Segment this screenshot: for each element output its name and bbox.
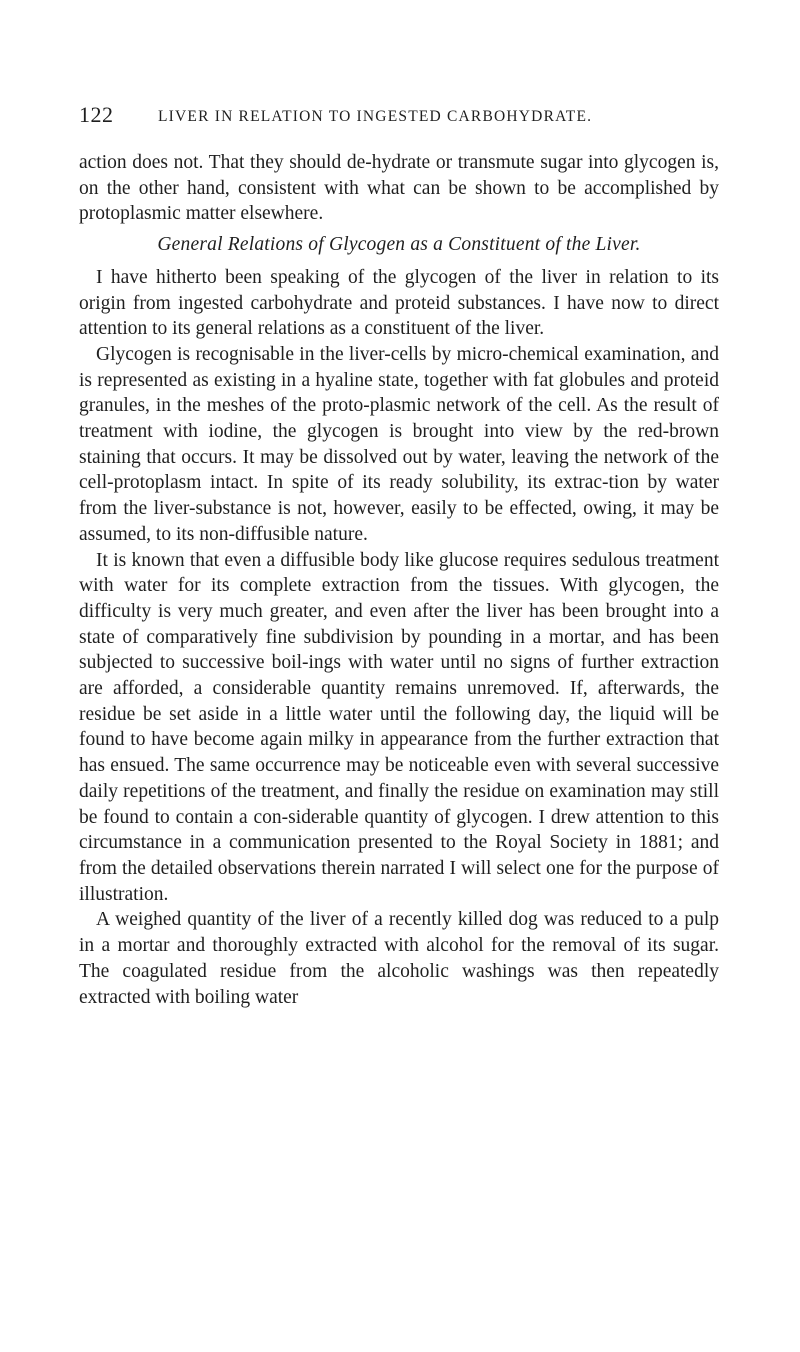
paragraph: I have hitherto been speaking of the glycogen of the liver in relation to its origin from ingested carbohydrate and proteid substances. I have now to direct attention to its general relations as a constituent of the liver.	[79, 266, 719, 340]
paragraph: It is known that even a diffusible body like glucose requires sedulous treatment with water for its complete extraction from the tissues. With glycogen, the difficulty is very much greater, and even after the liver has been brought into a state of comparatively fine subdivision by pounding in a mortar, and has been subjected to successive boil-ings with water until no signs of further extraction are afforded, a considerable quantity remains unremoved. If, afterwards, the residue be set aside in a little water until the following day, the liquid will be found to have become again milky in appearance from the further extraction that has ensued. The same occurrence may be noticeable even with several successive daily repetitions of the treatment, and finally the residue on examination may still be found to contain a con-siderable quantity of glycogen. I drew attention to this circumstance in a communication presented to the Royal Society in 1881; and from the detailed observations therein narrated I will select one for the purpose of illustration.	[79, 549, 719, 905]
paragraph: Glycogen is recognisable in the liver-cells by micro-chemical examination, and is represented as existing in a hyaline state, together with fat globules and proteid granules, in the meshes of the proto-plasmic network of the cell. As the result of treatment with iodine, the glycogen is brought into view by the red-brown staining that occurs. It may be dissolved out by water, leaving the network of the cell-protoplasm intact. In spite of its ready solubility, its extrac-tion by water from the liver-substance is not, however, easily to be effected, owing, it may be assumed, to its non-diffusible nature.	[79, 343, 719, 545]
paragraph: A weighed quantity of the liver of a recently killed dog was reduced to a pulp in a mortar and thoroughly extracted with alcohol for the removal of its sugar. The coagulated residue from the alcoholic washings was then repeatedly extracted with boiling water	[79, 909, 719, 1008]
running-head: LIVER IN RELATION TO INGESTED CARBOHYDRATE.	[158, 108, 593, 125]
section-title: General Relations of Glycogen as a Constituent of the Liver.	[157, 234, 641, 256]
page-number: 122	[79, 102, 114, 127]
paragraph-continuation: action does not. That they should de-hydrate or transmute sugar into glycogen is, on the other hand, consistent with what can be shown to be accomplished by protoplasmic matter elsewhere.	[79, 152, 719, 225]
body-text	[79, 150, 719, 1010]
page-header	[0, 102, 800, 138]
